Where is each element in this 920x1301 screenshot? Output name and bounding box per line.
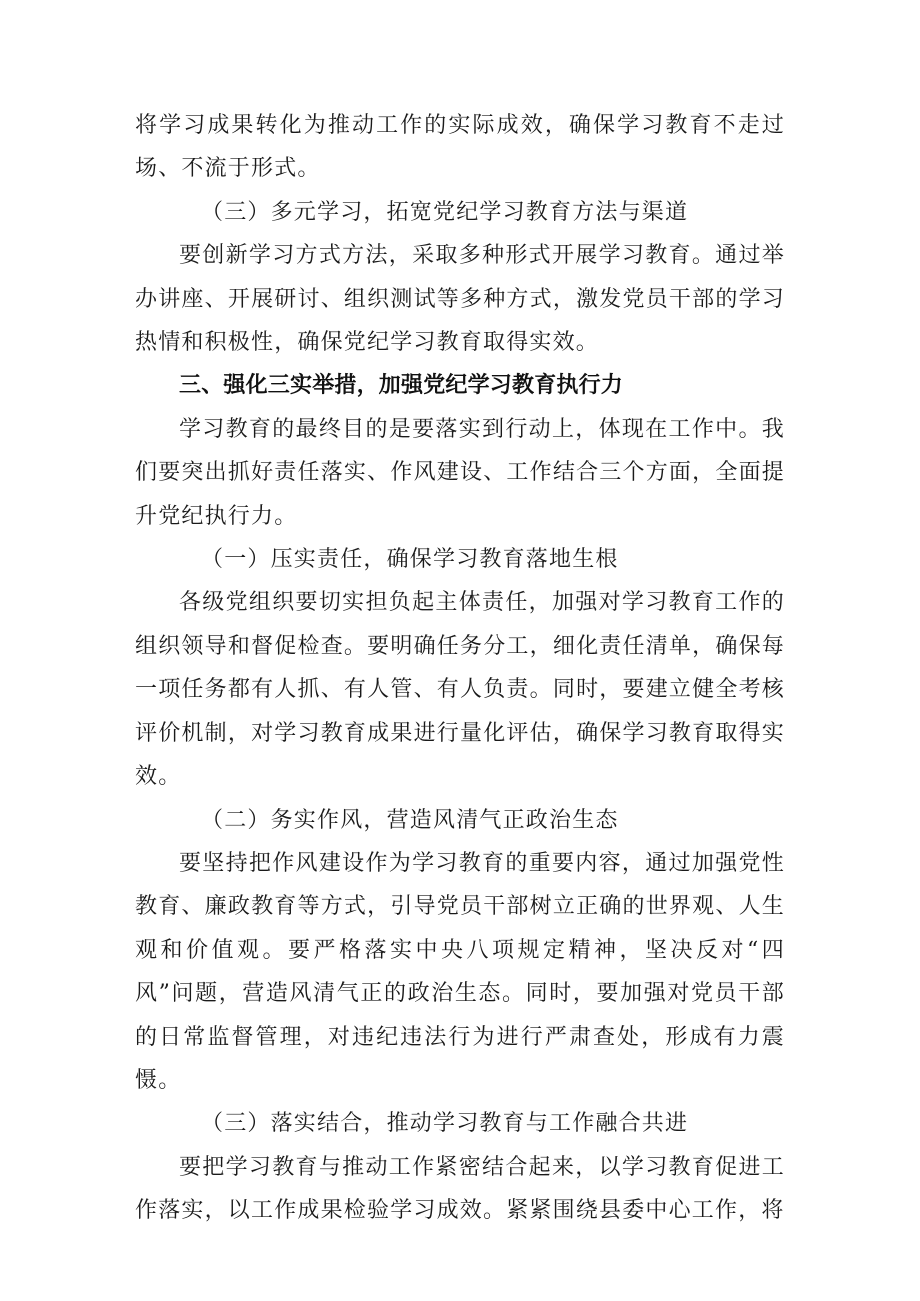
paragraph-integration: 要把学习教育与推动工作紧密结合起来，以学习教育促进工作落实，以工作成果检验学习成效。紧紧围绕县委中心工作，将: [135, 1154, 785, 1224]
paragraph-work-style: 要坚持把作风建设作为学习教育的重要内容，通过加强党性教育、廉政教育等方式，引导党员干部树立正确的世界观、人生观和价值观。要严格落实中央八项规定精神，坚决反对“四风”问题，营造风清气正的政治生态。同时，要加强对党员干部的日常监督管理，对违纪违法行为进行严肃查处，形成有力震慑。: [135, 850, 785, 1093]
section-heading-three: 三、强化三实举措，加强党纪学习教育执行力: [179, 373, 624, 399]
paragraph-final-goal: 学习教育的最终目的是要落实到行动上，体现在工作中。我们要突出抓好责任落实、作风建设、工作结合三个方面，全面提升党纪执行力。: [135, 416, 785, 529]
subheading-integration: （三）落实结合，推动学习教育与工作融合共进: [201, 1111, 689, 1137]
paragraph-responsibility: 各级党组织要切实担负起主体责任，加强对学习教育工作的组织领导和督促检查。要明确任务分工，细化责任清单，确保每一项任务都有人抓、有人管、有人负责。同时，要建立健全考核评价机制，对学习教育成果进行量化评估，确保学习教育取得实效。: [135, 590, 785, 790]
subheading-work-style: （二）务实作风，营造风清气正政治生态: [201, 807, 619, 833]
subheading-responsibility: （一）压实责任，确保学习教育落地生根: [201, 547, 619, 573]
subheading-diversified-learning: （三）多元学习，拓宽党纪学习教育方法与渠道: [201, 199, 689, 225]
paragraph-continuation: 将学习成果转化为推动工作的实际成效，确保学习教育不走过场、不流于形式。: [135, 113, 785, 182]
document-body: [135, 104, 785, 1233]
paragraph-learning-methods: 要创新学习方式方法，采取多种形式开展学习教育。通过举办讲座、开展研讨、组织测试等多种方式，激发党员干部的学习热情和积极性，确保党纪学习教育取得实效。: [135, 243, 785, 356]
